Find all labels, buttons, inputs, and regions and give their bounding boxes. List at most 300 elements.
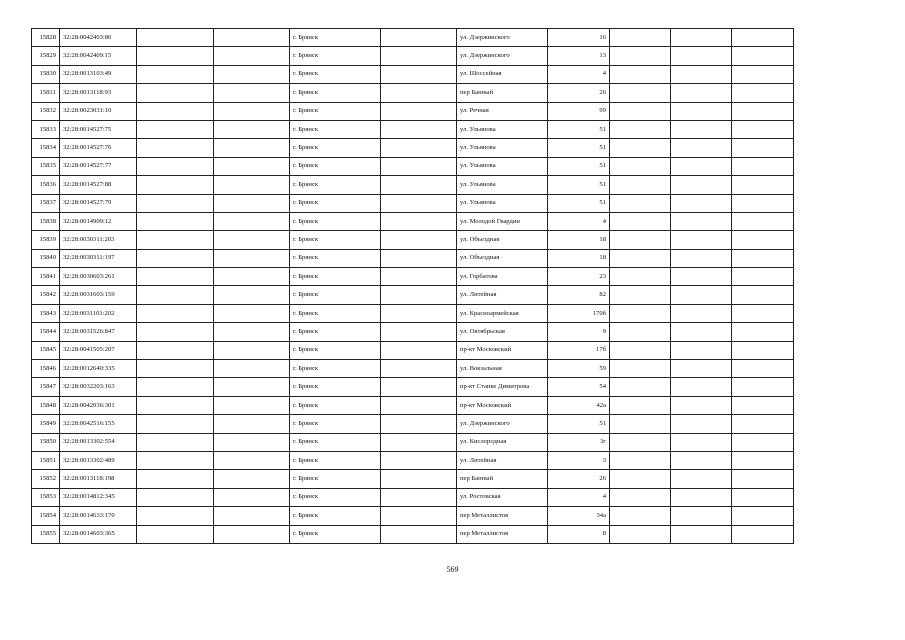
empty-cell: [610, 525, 671, 543]
table-row: [32, 360, 794, 378]
empty-cell: [610, 231, 671, 249]
empty-cell: [381, 396, 457, 414]
empty-cell: [671, 396, 732, 414]
empty-cell: [732, 268, 794, 286]
empty-cell: [137, 525, 214, 543]
city-cell: г. Брянск: [290, 433, 381, 451]
empty-cell: [610, 102, 671, 120]
empty-cell: [671, 268, 732, 286]
empty-cell: [671, 451, 732, 469]
row-number-cell: 15845: [32, 341, 60, 359]
city-cell: г. Брянск: [290, 451, 381, 469]
empty-cell: [214, 176, 290, 194]
table-row: [32, 433, 794, 451]
house-number-cell: 4: [548, 488, 610, 506]
street-cell: ул. Литейная: [457, 286, 548, 304]
house-number-cell: 18: [548, 231, 610, 249]
empty-cell: [381, 268, 457, 286]
page-number: 569: [446, 565, 459, 574]
row-number-cell: 15831: [32, 84, 60, 102]
table-row: [32, 470, 794, 488]
city-cell: г. Брянск: [290, 268, 381, 286]
cadastral-number-cell: 32:28:0014527:79: [60, 194, 137, 212]
street-cell: пер Металлистов: [457, 507, 548, 525]
street-cell: пер Металлистов: [457, 525, 548, 543]
empty-cell: [137, 433, 214, 451]
empty-cell: [214, 525, 290, 543]
empty-cell: [671, 249, 732, 267]
empty-cell: [671, 212, 732, 230]
house-number-cell: 54: [548, 378, 610, 396]
table-row: [32, 451, 794, 469]
city-cell: г. Брянск: [290, 507, 381, 525]
row-number-cell: 15852: [32, 470, 60, 488]
empty-cell: [610, 433, 671, 451]
row-number-cell: 15837: [32, 194, 60, 212]
street-cell: ул. Литейная: [457, 451, 548, 469]
cadastral-number-cell: 32:28:0031101:202: [60, 304, 137, 322]
empty-cell: [214, 194, 290, 212]
empty-cell: [732, 396, 794, 414]
street-cell: ул. Ульянова: [457, 157, 548, 175]
empty-cell: [137, 139, 214, 157]
house-number-cell: 17б: [548, 341, 610, 359]
row-number-cell: 15833: [32, 120, 60, 138]
empty-cell: [671, 47, 732, 65]
table-row: [32, 157, 794, 175]
empty-cell: [214, 84, 290, 102]
empty-cell: [381, 470, 457, 488]
empty-cell: [214, 341, 290, 359]
empty-cell: [214, 139, 290, 157]
empty-cell: [137, 176, 214, 194]
empty-cell: [671, 470, 732, 488]
empty-cell: [137, 231, 214, 249]
house-number-cell: 34а: [548, 507, 610, 525]
empty-cell: [214, 304, 290, 322]
city-cell: г. Брянск: [290, 488, 381, 506]
table-row: [32, 286, 794, 304]
empty-cell: [732, 378, 794, 396]
empty-cell: [137, 396, 214, 414]
row-number-cell: 15855: [32, 525, 60, 543]
city-cell: г. Брянск: [290, 194, 381, 212]
cadastral-number-cell: 32:28:0042403:80: [60, 29, 137, 47]
empty-cell: [214, 29, 290, 47]
empty-cell: [137, 451, 214, 469]
empty-cell: [381, 176, 457, 194]
empty-cell: [732, 139, 794, 157]
empty-cell: [381, 47, 457, 65]
house-number-cell: 18: [548, 249, 610, 267]
empty-cell: [137, 212, 214, 230]
city-cell: г. Брянск: [290, 84, 381, 102]
empty-cell: [381, 415, 457, 433]
empty-cell: [732, 249, 794, 267]
empty-cell: [214, 323, 290, 341]
city-cell: г. Брянск: [290, 378, 381, 396]
empty-cell: [381, 507, 457, 525]
registry-body: [32, 29, 794, 544]
empty-cell: [137, 194, 214, 212]
empty-cell: [214, 249, 290, 267]
empty-cell: [610, 396, 671, 414]
empty-cell: [137, 47, 214, 65]
row-number-cell: 15853: [32, 488, 60, 506]
empty-cell: [732, 525, 794, 543]
city-cell: г. Брянск: [290, 396, 381, 414]
empty-cell: [381, 120, 457, 138]
empty-cell: [671, 378, 732, 396]
row-number-cell: 15836: [32, 176, 60, 194]
empty-cell: [137, 378, 214, 396]
empty-cell: [671, 231, 732, 249]
empty-cell: [214, 378, 290, 396]
empty-cell: [137, 157, 214, 175]
empty-cell: [381, 378, 457, 396]
cadastral-number-cell: 32:28:0014603:365: [60, 525, 137, 543]
street-cell: пр-кт Московский: [457, 396, 548, 414]
empty-cell: [732, 157, 794, 175]
empty-cell: [671, 157, 732, 175]
empty-cell: [610, 212, 671, 230]
empty-cell: [214, 47, 290, 65]
city-cell: г. Брянск: [290, 341, 381, 359]
empty-cell: [214, 470, 290, 488]
empty-cell: [214, 212, 290, 230]
empty-cell: [671, 139, 732, 157]
empty-cell: [610, 286, 671, 304]
empty-cell: [732, 176, 794, 194]
table-row: [32, 84, 794, 102]
empty-cell: [381, 286, 457, 304]
street-cell: ул. Горбатова: [457, 268, 548, 286]
street-cell: ул. Ульянова: [457, 194, 548, 212]
house-number-cell: 26: [548, 84, 610, 102]
empty-cell: [671, 433, 732, 451]
row-number-cell: 15846: [32, 360, 60, 378]
empty-cell: [214, 157, 290, 175]
empty-cell: [137, 286, 214, 304]
empty-cell: [732, 360, 794, 378]
row-number-cell: 15830: [32, 65, 60, 83]
city-cell: г. Брянск: [290, 29, 381, 47]
empty-cell: [671, 341, 732, 359]
empty-cell: [214, 65, 290, 83]
empty-cell: [381, 525, 457, 543]
empty-cell: [137, 120, 214, 138]
cadastral-number-cell: 32:28:0014909:12: [60, 212, 137, 230]
table-row: [32, 415, 794, 433]
house-number-cell: 59: [548, 360, 610, 378]
city-cell: г. Брянск: [290, 415, 381, 433]
city-cell: г. Брянск: [290, 157, 381, 175]
empty-cell: [732, 323, 794, 341]
empty-cell: [381, 231, 457, 249]
empty-cell: [381, 488, 457, 506]
table-row: [32, 47, 794, 65]
cadastral-number-cell: 32:28:0014633:170: [60, 507, 137, 525]
empty-cell: [732, 341, 794, 359]
empty-cell: [671, 525, 732, 543]
street-cell: ул. Шоссейная: [457, 65, 548, 83]
empty-cell: [671, 84, 732, 102]
city-cell: г. Брянск: [290, 231, 381, 249]
cadastral-number-cell: 32:28:0041505:207: [60, 341, 137, 359]
table-row: [32, 120, 794, 138]
row-number-cell: 15854: [32, 507, 60, 525]
empty-cell: [732, 47, 794, 65]
street-cell: пер Банный: [457, 470, 548, 488]
empty-cell: [610, 157, 671, 175]
cadastral-number-cell: 32:28:0014527:88: [60, 176, 137, 194]
empty-cell: [137, 341, 214, 359]
empty-cell: [671, 488, 732, 506]
cadastral-number-cell: 32:28:0014527:75: [60, 120, 137, 138]
empty-cell: [137, 470, 214, 488]
street-cell: ул. Октябрьская: [457, 323, 548, 341]
cadastral-number-cell: 32:28:0031603:159: [60, 286, 137, 304]
house-number-cell: 51: [548, 194, 610, 212]
street-cell: ул. Вокзальная: [457, 360, 548, 378]
empty-cell: [214, 286, 290, 304]
empty-cell: [732, 415, 794, 433]
empty-cell: [732, 433, 794, 451]
empty-cell: [671, 507, 732, 525]
empty-cell: [214, 102, 290, 120]
street-cell: ул. Речная: [457, 102, 548, 120]
street-cell: ул. Красноармейская: [457, 304, 548, 322]
empty-cell: [610, 176, 671, 194]
empty-cell: [732, 194, 794, 212]
empty-cell: [732, 120, 794, 138]
house-number-cell: 3: [548, 451, 610, 469]
empty-cell: [610, 323, 671, 341]
empty-cell: [381, 304, 457, 322]
street-cell: пер Банный: [457, 84, 548, 102]
street-cell: ул. Дзержинского: [457, 415, 548, 433]
empty-cell: [610, 378, 671, 396]
row-number-cell: 15843: [32, 304, 60, 322]
empty-cell: [610, 65, 671, 83]
empty-cell: [732, 65, 794, 83]
city-cell: г. Брянск: [290, 249, 381, 267]
registry-sheet: [31, 28, 794, 544]
table-row: [32, 525, 794, 543]
empty-cell: [671, 29, 732, 47]
empty-cell: [732, 507, 794, 525]
city-cell: г. Брянск: [290, 102, 381, 120]
cadastral-number-cell: 32:28:0014812:345: [60, 488, 137, 506]
table-row: [32, 396, 794, 414]
empty-cell: [732, 84, 794, 102]
empty-cell: [732, 304, 794, 322]
street-cell: ул. Ульянова: [457, 120, 548, 138]
street-cell: ул. Молодой Гвардии: [457, 212, 548, 230]
empty-cell: [214, 451, 290, 469]
row-number-cell: 15848: [32, 396, 60, 414]
empty-cell: [732, 286, 794, 304]
table-row: [32, 65, 794, 83]
house-number-cell: 9: [548, 323, 610, 341]
empty-cell: [732, 488, 794, 506]
table-row: [32, 323, 794, 341]
empty-cell: [732, 231, 794, 249]
row-number-cell: 15851: [32, 451, 60, 469]
empty-cell: [381, 451, 457, 469]
table-row: [32, 212, 794, 230]
empty-cell: [610, 488, 671, 506]
empty-cell: [214, 488, 290, 506]
empty-cell: [137, 84, 214, 102]
empty-cell: [381, 360, 457, 378]
row-number-cell: 15835: [32, 157, 60, 175]
empty-cell: [610, 194, 671, 212]
cadastral-number-cell: 32:28:0042036:301: [60, 396, 137, 414]
empty-cell: [137, 507, 214, 525]
empty-cell: [610, 507, 671, 525]
empty-cell: [732, 470, 794, 488]
empty-cell: [671, 194, 732, 212]
empty-cell: [137, 360, 214, 378]
empty-cell: [671, 65, 732, 83]
empty-cell: [381, 65, 457, 83]
cadastral-number-cell: 32:28:0013118:198: [60, 470, 137, 488]
table-row: [32, 507, 794, 525]
empty-cell: [381, 84, 457, 102]
empty-cell: [137, 415, 214, 433]
house-number-cell: 170б: [548, 304, 610, 322]
empty-cell: [381, 102, 457, 120]
empty-cell: [137, 29, 214, 47]
house-number-cell: 51: [548, 157, 610, 175]
table-row: [32, 304, 794, 322]
city-cell: г. Брянск: [290, 304, 381, 322]
table-row: [32, 268, 794, 286]
row-number-cell: 15842: [32, 286, 60, 304]
city-cell: г. Брянск: [290, 212, 381, 230]
registry-table: [31, 28, 794, 544]
house-number-cell: 51: [548, 415, 610, 433]
table-row: [32, 249, 794, 267]
empty-cell: [137, 323, 214, 341]
street-cell: ул. Ульянова: [457, 139, 548, 157]
row-number-cell: 15828: [32, 29, 60, 47]
empty-cell: [214, 360, 290, 378]
table-row: [32, 488, 794, 506]
cadastral-number-cell: 32:28:0013302:554: [60, 433, 137, 451]
empty-cell: [732, 212, 794, 230]
house-number-cell: 51: [548, 139, 610, 157]
table-row: [32, 231, 794, 249]
empty-cell: [137, 268, 214, 286]
empty-cell: [671, 102, 732, 120]
street-cell: ул. Дзержинского: [457, 47, 548, 65]
city-cell: г. Брянск: [290, 120, 381, 138]
city-cell: г. Брянск: [290, 286, 381, 304]
cadastral-number-cell: 32:28:0042409:15: [60, 47, 137, 65]
house-number-cell: 42а: [548, 396, 610, 414]
empty-cell: [381, 323, 457, 341]
empty-cell: [671, 120, 732, 138]
empty-cell: [610, 84, 671, 102]
empty-cell: [610, 29, 671, 47]
row-number-cell: 15847: [32, 378, 60, 396]
row-number-cell: 15839: [32, 231, 60, 249]
row-number-cell: 15844: [32, 323, 60, 341]
street-cell: ул. Ростовская: [457, 488, 548, 506]
empty-cell: [610, 268, 671, 286]
empty-cell: [214, 268, 290, 286]
empty-cell: [610, 139, 671, 157]
empty-cell: [381, 139, 457, 157]
street-cell: пр-кт Московский: [457, 341, 548, 359]
empty-cell: [214, 415, 290, 433]
empty-cell: [214, 433, 290, 451]
empty-cell: [214, 507, 290, 525]
empty-cell: [137, 249, 214, 267]
empty-cell: [671, 415, 732, 433]
empty-cell: [381, 194, 457, 212]
empty-cell: [381, 249, 457, 267]
cadastral-number-cell: 32:28:0013118:93: [60, 84, 137, 102]
table-row: [32, 29, 794, 47]
empty-cell: [137, 304, 214, 322]
house-number-cell: 26: [548, 470, 610, 488]
empty-cell: [214, 231, 290, 249]
house-number-cell: 4: [548, 65, 610, 83]
row-number-cell: 15832: [32, 102, 60, 120]
house-number-cell: 82: [548, 286, 610, 304]
house-number-cell: 23: [548, 268, 610, 286]
cadastral-number-cell: 32:28:0042516:155: [60, 415, 137, 433]
street-cell: ул. Ульянова: [457, 176, 548, 194]
empty-cell: [671, 176, 732, 194]
street-cell: ул. Объездная: [457, 231, 548, 249]
empty-cell: [610, 415, 671, 433]
street-cell: ул. Дзержинского: [457, 29, 548, 47]
empty-cell: [381, 433, 457, 451]
empty-cell: [610, 249, 671, 267]
empty-cell: [381, 29, 457, 47]
house-number-cell: 16: [548, 29, 610, 47]
empty-cell: [732, 29, 794, 47]
cadastral-number-cell: 32:28:0014527:77: [60, 157, 137, 175]
table-row: [32, 194, 794, 212]
street-cell: ул. Кислородная: [457, 433, 548, 451]
city-cell: г. Брянск: [290, 139, 381, 157]
table-row: [32, 176, 794, 194]
house-number-cell: 4: [548, 212, 610, 230]
empty-cell: [137, 488, 214, 506]
cadastral-number-cell: 32:28:0030311:203: [60, 231, 137, 249]
city-cell: г. Брянск: [290, 525, 381, 543]
house-number-cell: 13: [548, 47, 610, 65]
street-cell: пр-кт Станке Димитрова: [457, 378, 548, 396]
city-cell: г. Брянск: [290, 47, 381, 65]
city-cell: г. Брянск: [290, 176, 381, 194]
row-number-cell: 15840: [32, 249, 60, 267]
city-cell: г. Брянск: [290, 65, 381, 83]
empty-cell: [381, 212, 457, 230]
empty-cell: [381, 157, 457, 175]
empty-cell: [610, 360, 671, 378]
row-number-cell: 15838: [32, 212, 60, 230]
cadastral-number-cell: 32:28:0013103:49: [60, 65, 137, 83]
city-cell: г. Брянск: [290, 360, 381, 378]
house-number-cell: 51: [548, 176, 610, 194]
empty-cell: [214, 396, 290, 414]
